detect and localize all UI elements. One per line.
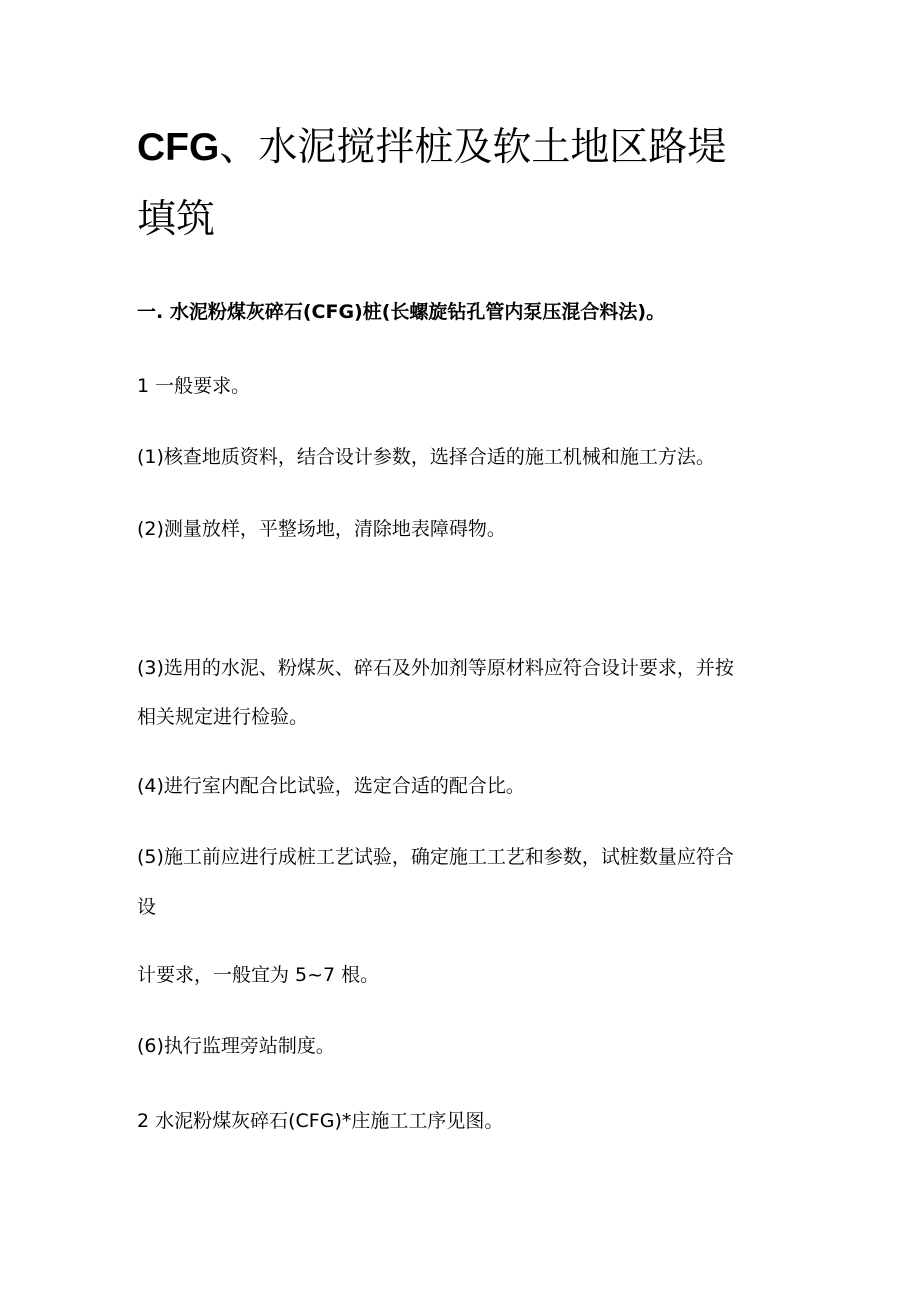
paragraph-line: 1 一般要求。: [137, 375, 251, 397]
title-latin-part: CFG: [137, 126, 220, 169]
title-rest-part: 、水泥搅拌桩及软土地区路堤: [219, 125, 727, 170]
paragraph-line: 相关规定进行检验。: [137, 706, 309, 728]
paragraph-line: (3)选用的水泥、粉煤灰、碎石及外加剂等原材料应符合设计要求，并按: [137, 657, 734, 679]
paragraph-line: (6)执行监理旁站制度。: [137, 1035, 335, 1057]
paragraph-line: (5)施工前应进行成桩工艺试验，确定施工工艺和参数，试桩数量应符合: [137, 846, 734, 868]
section-heading: 一. 水泥粉煤灰碎石(CFG)桩(长螺旋钻孔管内泵压混合料法)。: [137, 301, 666, 323]
document-title-line-2: 填筑: [137, 197, 216, 242]
paragraph-line: (2)测量放样，平整场地，清除地表障碍物。: [137, 518, 506, 540]
paragraph-line: 2 水泥粉煤灰碎石(CFG)*庄施工工序见图。: [137, 1110, 504, 1132]
paragraph-line: 计要求，一般宜为 5~7 根。: [137, 964, 380, 986]
document-title-line-1: [137, 112, 777, 184]
paragraph-line: (1)核查地质资料，结合设计参数，选择合适的施工机械和施工方法。: [137, 446, 715, 468]
paragraph-line: (4)进行室内配合比试验，选定合适的配合比。: [137, 775, 525, 797]
paragraph-line: 设: [137, 896, 157, 918]
